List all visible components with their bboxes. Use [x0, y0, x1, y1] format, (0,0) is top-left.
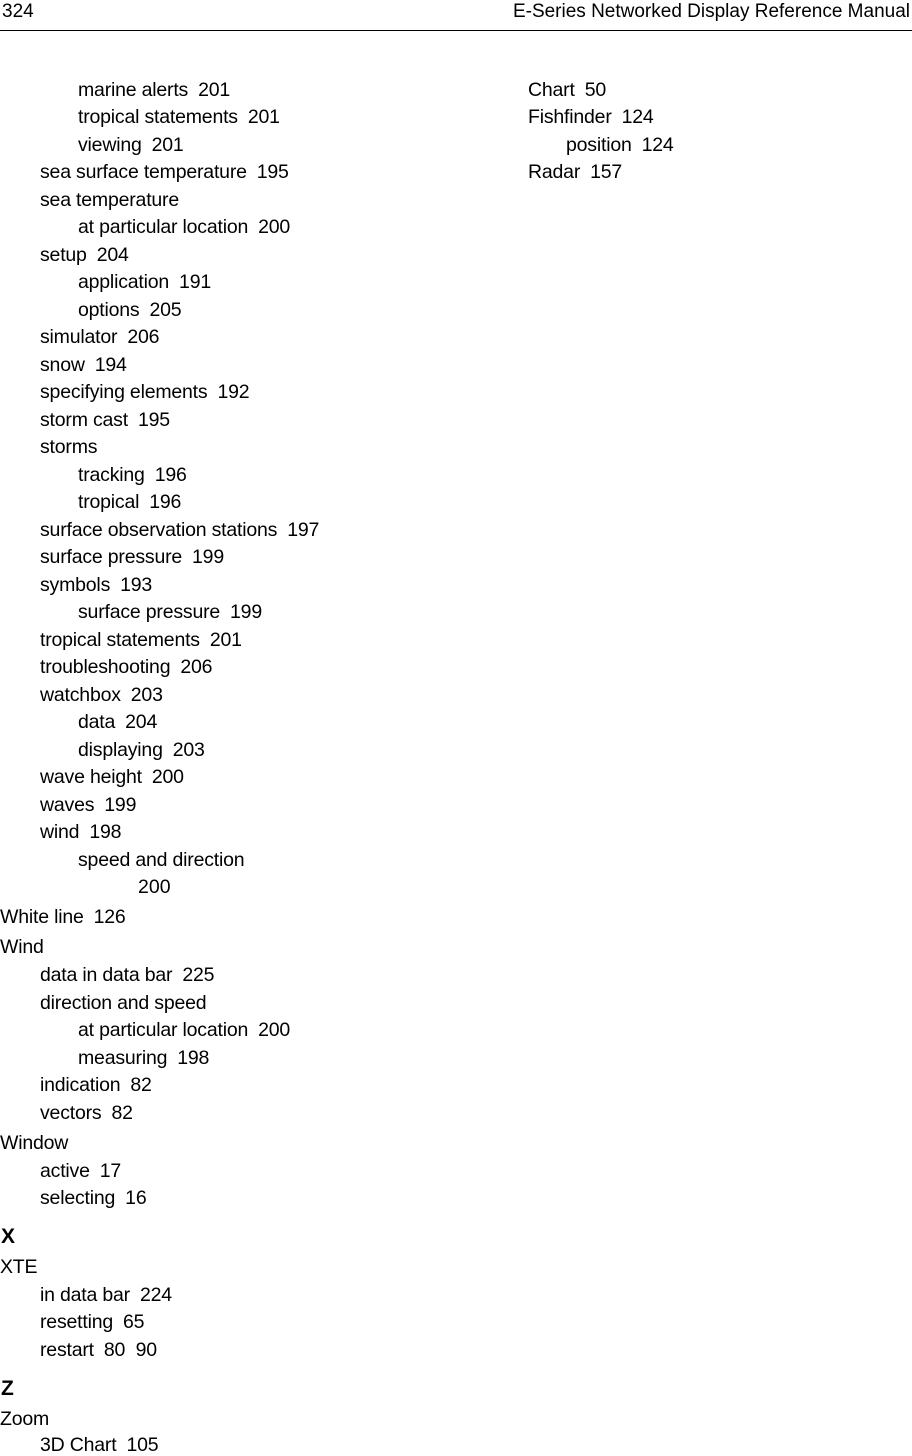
index-entry: viewing 201	[78, 134, 184, 156]
index-entry: wind 198	[40, 821, 122, 843]
section-letter-x: X	[1, 1225, 16, 1248]
index-entry: wave height 200	[40, 766, 184, 788]
index-entry: position 124	[566, 134, 674, 156]
index-entry-continued-page: 200	[138, 876, 171, 898]
index-entry: Chart 50	[528, 79, 606, 101]
index-entry: Radar 157	[528, 161, 623, 183]
index-entry: marine alerts 201	[78, 79, 231, 101]
index-entry: data 204	[78, 711, 158, 733]
index-entry: White line 126	[0, 906, 126, 928]
page-number: 324	[2, 1, 34, 22]
index-entry: resetting 65	[40, 1311, 145, 1333]
index-entry: displaying 203	[78, 739, 205, 761]
index-entry: Fishfinder 124	[528, 106, 654, 128]
index-entry: simulator 206	[40, 326, 160, 348]
index-entry: indication 82	[40, 1074, 152, 1096]
index-entry: snow 194	[40, 354, 127, 376]
index-entry: application 191	[78, 271, 211, 293]
index-entry: storms	[40, 436, 98, 458]
index-entry: at particular location 200	[78, 216, 291, 238]
index-entry: tracking 196	[78, 464, 187, 486]
index-entry: troubleshooting 206	[40, 656, 213, 678]
index-entry: tropical statements 201	[40, 629, 242, 651]
index-entry: surface pressure 199	[40, 546, 224, 568]
index-entry: at particular location 200	[78, 1019, 291, 1041]
index-entry: active 17	[40, 1160, 122, 1182]
index-entry: Window	[0, 1132, 69, 1154]
index-entry: surface pressure 199	[78, 601, 262, 623]
index-entry: setup 204	[40, 244, 129, 266]
index-entry: vectors 82	[40, 1102, 133, 1124]
index-entry: sea surface temperature 195	[40, 161, 289, 183]
index-entry: Wind	[0, 936, 44, 958]
index-entry: data in data bar 225	[40, 964, 215, 986]
index-entry: 3D Chart 105	[40, 1434, 159, 1456]
index-entry: options 205	[78, 299, 182, 321]
index-entry: Zoom	[0, 1408, 50, 1430]
index-entry: specifying elements 192	[40, 381, 250, 403]
index-entry: speed and direction	[78, 849, 245, 871]
index-entry: tropical statements 201	[78, 106, 280, 128]
index-entry: sea temperature	[40, 189, 179, 211]
index-entry: in data bar 224	[40, 1284, 172, 1306]
index-entry: storm cast 195	[40, 409, 170, 431]
index-entry: direction and speed	[40, 992, 207, 1014]
index-entry: watchbox 203	[40, 684, 163, 706]
index-entry: surface observation stations 197	[40, 519, 320, 541]
index-entry: waves 199	[40, 794, 137, 816]
index-entry: symbols 193	[40, 574, 153, 596]
section-letter-z: Z	[1, 1377, 14, 1400]
manual-title: E-Series Networked Display Reference Manual	[512, 1, 910, 22]
index-entry: selecting 16	[40, 1187, 147, 1209]
index-entry: XTE	[0, 1256, 38, 1278]
index-entry: measuring 198	[78, 1047, 210, 1069]
index-entry: restart 80 90	[40, 1339, 157, 1361]
page-header	[0, 0, 912, 31]
index-entry: tropical 196	[78, 491, 182, 513]
